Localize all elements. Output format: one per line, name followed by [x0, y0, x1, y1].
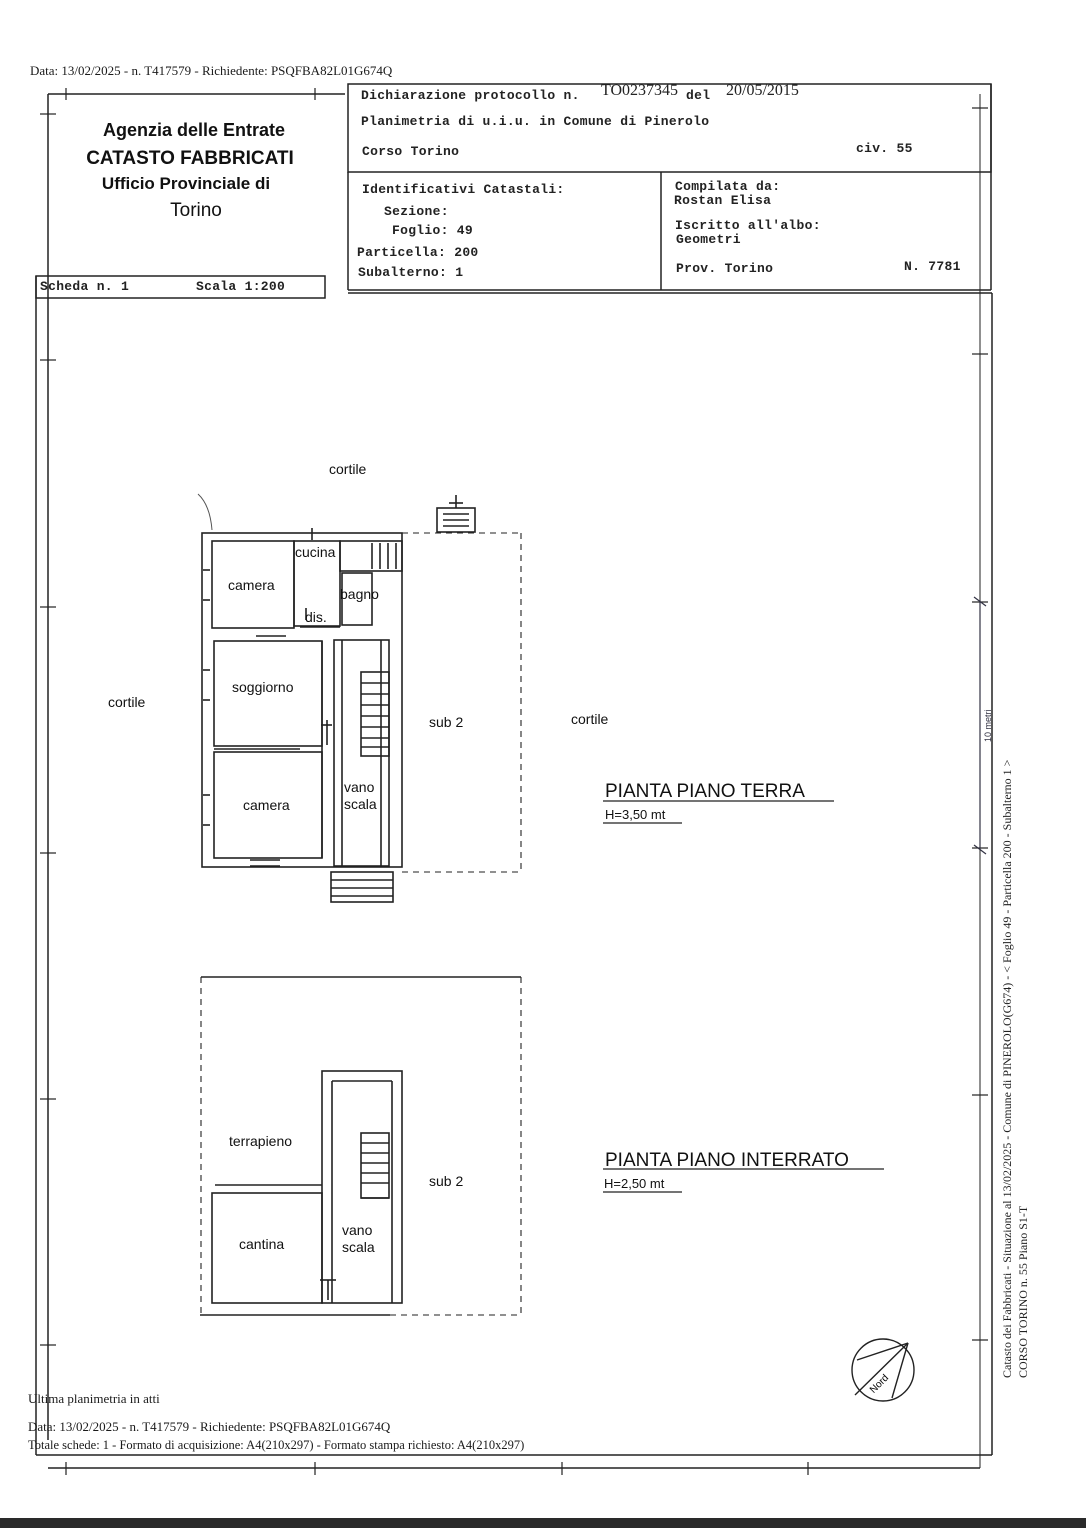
scala-basement-label: scala — [342, 1239, 375, 1255]
address: Corso Torino — [362, 144, 460, 159]
footer-totale-line: Totale schede: 1 - Formato di acquisizione: A4(210x297) - Formato stampa richiesto: A4(210x297) — [28, 1438, 525, 1452]
sub2-basement-label: sub 2 — [429, 1173, 464, 1189]
scale-bar-label: 10 metri — [983, 709, 993, 742]
cantina-label: cantina — [239, 1236, 285, 1252]
foglio-field: Foglio: 49 — [392, 223, 474, 238]
footer-data-line: Data: 13/02/2025 - n. T417579 - Richiedente: PSQFBA82L01G674Q — [28, 1419, 391, 1434]
protocollo-date: 20/05/2015 — [726, 82, 799, 99]
compilata-name: Rostan Elisa — [674, 193, 772, 208]
subalterno-field: Subalterno: 1 — [358, 265, 464, 280]
albo-label: Iscritto all'albo: — [675, 218, 821, 233]
province: Prov. Torino — [676, 261, 774, 276]
scan-edge — [0, 1518, 1086, 1528]
footer-ultima: Ultima planimetria in atti — [28, 1391, 160, 1406]
planimetria-title: Planimetria di u.i.u. in Comune di Pinerolo — [361, 114, 710, 129]
top-request-line: Data: 13/02/2025 - n. T417579 - Richiedente: PSQFBA82L01G674Q — [30, 63, 393, 78]
cortile-right-label: cortile — [571, 711, 609, 727]
ufficio-city: Torino — [170, 200, 222, 221]
ufficio-label: Ufficio Provinciale di — [101, 174, 271, 193]
side-situation-text: Catasto dei Fabbricati - Situazione al 13/02/2025 - Comune di PINEROLO(G674) - < Foglio 49 - Particella 200 - Subalterno 1 > — [1000, 759, 1014, 1378]
scheda-label: Scheda n. 1 — [40, 279, 130, 294]
cortile-left-label: cortile — [108, 694, 146, 710]
soggiorno-label: soggiorno — [232, 679, 294, 695]
protocollo-number: TO0237345 — [601, 82, 679, 99]
albo-value: Geometri — [676, 232, 741, 247]
scala-label-ground: scala — [344, 796, 377, 812]
basement-title: PIANTA PIANO INTERRATO — [605, 1150, 849, 1171]
identificativi-title: Identificativi Catastali: — [362, 182, 565, 197]
sub2-ground-label: sub 2 — [429, 714, 464, 730]
catasto-title: CATASTO FABBRICATI — [86, 148, 294, 169]
sezione-field: Sezione: — [384, 204, 449, 219]
vano-label: vano — [344, 779, 375, 795]
ground-floor-height: H=3,50 mt — [605, 807, 666, 822]
north-arrow-icon — [852, 1339, 914, 1401]
cortile-top-label: cortile — [329, 461, 367, 477]
compilata-label: Compilata da: — [675, 179, 781, 194]
particella-field: Particella: 200 — [357, 245, 479, 260]
dis-label: dis. — [305, 609, 327, 625]
side-address-text: CORSO TORINO n. 55 Piano S1-T — [1016, 1205, 1030, 1378]
agency-name: Agenzia delle Entrate — [102, 120, 286, 140]
del-label: del — [686, 88, 711, 103]
north-label: Nord — [868, 1372, 892, 1396]
ground-floor-title: PIANTA PIANO TERRA — [605, 781, 805, 802]
protocollo-label: Dichiarazione protocollo n. — [361, 88, 580, 103]
civic-number: civ. 55 — [856, 141, 913, 156]
cucina-label: cucina — [295, 544, 336, 560]
scala-label: Scala 1:200 — [196, 279, 286, 294]
bagno-label: bagno — [340, 586, 379, 602]
registration-number: N. 7781 — [904, 259, 961, 274]
camera-bottom-label: camera — [243, 797, 290, 813]
terrapieno-label: terrapieno — [229, 1133, 293, 1149]
basement-height: H=2,50 mt — [604, 1176, 665, 1191]
camera-top-label: camera — [228, 577, 275, 593]
vano-basement-label: vano — [342, 1222, 373, 1238]
